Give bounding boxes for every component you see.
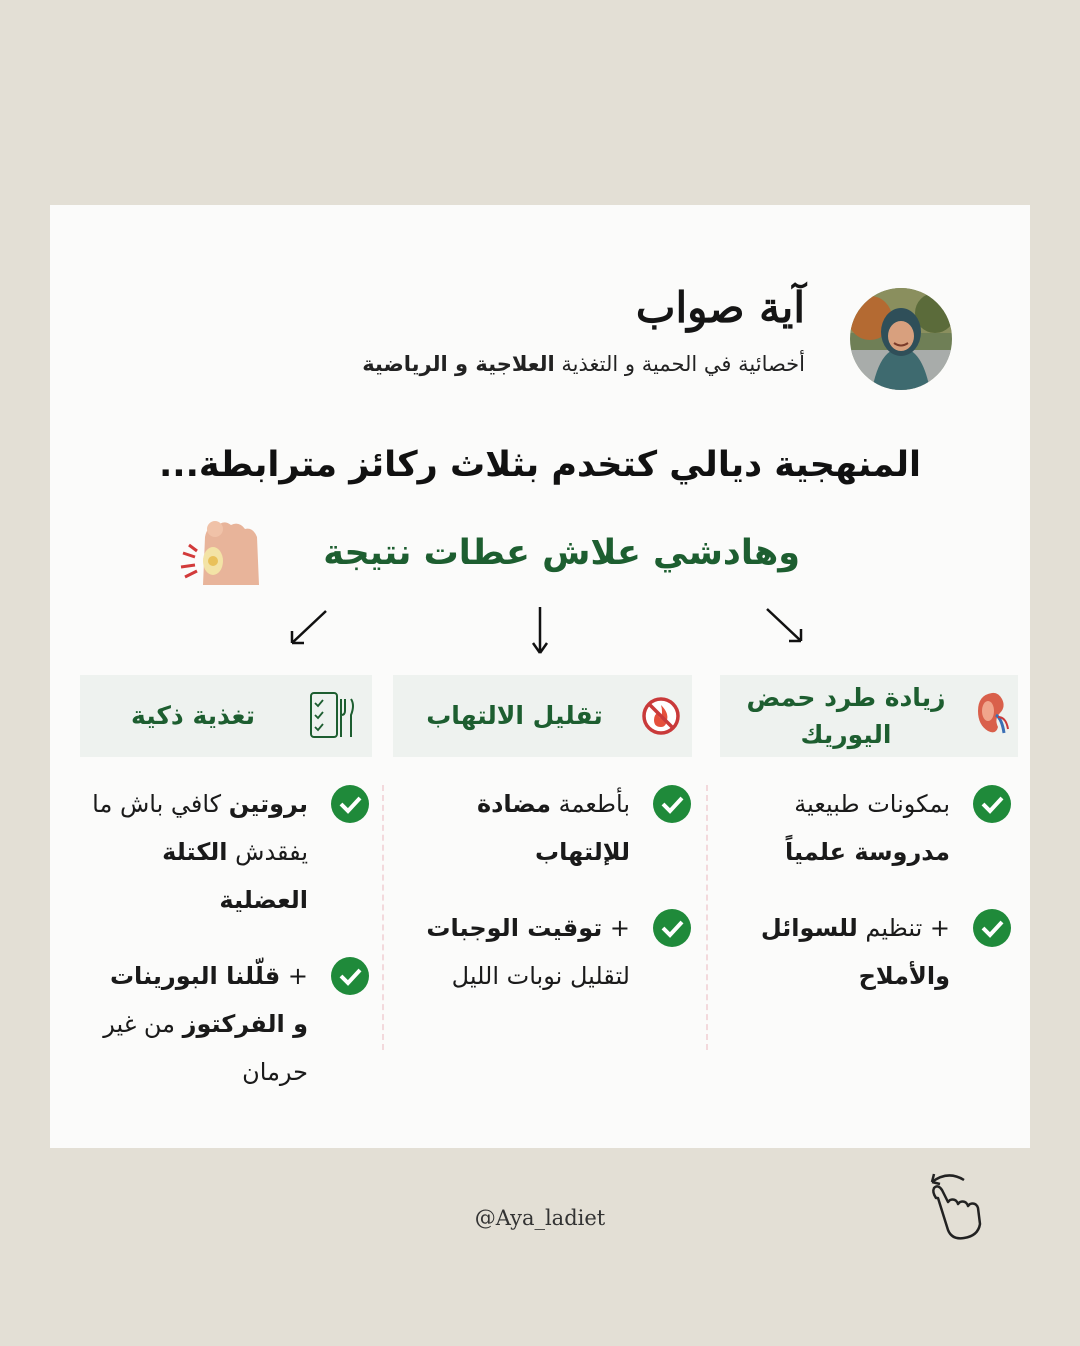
pillar-list-nutrition <box>90 780 370 1124</box>
pillar-header-inflammation: تقليل الالتهاب <box>393 675 692 757</box>
kidney-icon <box>972 689 1012 743</box>
list-item: + قلّلنا البورينات و الفركتوز من غير حرمان <box>90 952 370 1096</box>
check-icon <box>330 956 370 996</box>
pillar-header-nutrition: تغذية ذكية <box>80 675 372 757</box>
content-card <box>50 205 1030 1148</box>
author-name: آية صواب <box>635 283 805 332</box>
arrow-down <box>530 605 550 657</box>
list-item: بمكونات طبيعية مدروسة علمياً <box>732 780 1012 876</box>
author-handle: @Aya_ladiet <box>474 1206 606 1230</box>
list-item: بروتين كافي باش ما يفقدش الكتلة العضلية <box>90 780 370 924</box>
author-title: أخصائية في الحمية و التغذية العلاجية و الرياضية <box>362 352 805 376</box>
check-icon <box>652 908 692 948</box>
avatar <box>850 288 952 390</box>
pillar-list-uric-acid <box>732 780 1012 1028</box>
check-icon <box>972 908 1012 948</box>
swipe-hand-icon <box>918 1168 988 1244</box>
column-divider <box>382 785 384 1050</box>
meal-plan-icon <box>306 691 360 741</box>
subheadline: وهادشي علاش عطات نتيجة <box>323 533 800 573</box>
list-item: بأطعمة مضادة للإلتهاب <box>400 780 692 876</box>
arrow-down-right <box>763 605 808 647</box>
gout-foot-icon <box>175 515 265 587</box>
headline: المنهجية ديالي كتخدم بثلاث ركائز مترابطة... <box>158 445 921 485</box>
arrow-down-left <box>285 607 330 649</box>
list-item: + تنظيم للسوائل والأملاح <box>732 904 1012 1000</box>
pillar-header-uric-acid: زيادة طرد حمض اليوريك <box>720 675 1018 757</box>
no-fire-icon <box>636 696 686 736</box>
check-icon <box>330 784 370 824</box>
list-item: + توقيت الوجبات لتقليل نوبات الليل <box>400 904 692 1000</box>
pillar-list-inflammation <box>400 780 692 1028</box>
check-icon <box>652 784 692 824</box>
check-icon <box>972 784 1012 824</box>
column-divider <box>706 785 708 1050</box>
